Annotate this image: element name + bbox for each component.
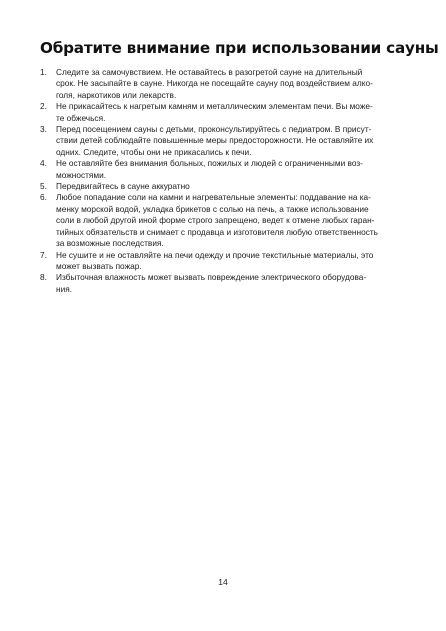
text-line: можностями. [56, 169, 107, 180]
text-line: может вызвать пожар. [56, 260, 142, 271]
list-item [40, 101, 413, 124]
list-item [40, 192, 413, 249]
list-item [40, 124, 413, 158]
item-text [56, 272, 413, 295]
text-line: Избыточная влажность может вызвать повреждение электрического оборудова- [56, 272, 367, 283]
item-number: 1. [40, 67, 47, 77]
list-item [40, 250, 413, 273]
text-line: Не оставляйте без внимания больных, пожилых и людей с ограниченными воз- [56, 158, 363, 169]
text-line: Перед посещением сауны с детьми, проконсультируйтесь с педиатром. В присут- [56, 124, 372, 135]
item-number: 3. [40, 124, 47, 135]
list-item [40, 158, 413, 181]
item-number: 7. [40, 249, 47, 260]
text-line: Не прикасайтесь к нагретым камням и металлическим элементам печи. Вы може- [56, 101, 373, 112]
text-line: срок. Не засыпайте в сауне. Никогда не посещайте сауну под воздействием алко- [56, 78, 373, 89]
item-text [56, 124, 413, 158]
list-item [40, 67, 413, 101]
text-line: Любое попадание соли на камни и нагревательные элементы: поддавание на ка- [56, 192, 371, 203]
text-line: те обжечься. [56, 112, 106, 123]
text-line: менку морской водой, укладка брикетов с солью на печь, а также использование [56, 203, 369, 214]
item-number: 8. [40, 272, 47, 283]
text-line: соли в любой другой иной форме строго запрещено, ведет к отмене любых гаран- [56, 215, 375, 226]
text-line: за возможные последствия. [56, 238, 164, 249]
item-text [56, 181, 413, 192]
item-number: 5. [40, 181, 47, 192]
item-text [56, 158, 413, 181]
item-text [56, 192, 413, 249]
list-item [40, 272, 413, 295]
item-text [56, 250, 413, 273]
safety-rules-list [40, 67, 413, 295]
item-text [56, 101, 413, 124]
page-heading: Обратите внимание при использовании сауны [40, 39, 439, 57]
text-line: тийных обязательств и снимает с продавца и изготовителя любую ответственность [56, 226, 378, 237]
item-number: 2. [40, 101, 47, 112]
item-text [56, 67, 413, 101]
item-number: 4. [40, 158, 47, 169]
text-line: Не сушите и не оставляйте на печи одежду и прочие текстильные материалы, это [56, 249, 374, 260]
page-number: 14 [218, 577, 228, 587]
text-line: ния. [56, 283, 73, 294]
text-line: голя, наркотиков или лекарств. [56, 89, 177, 100]
text-line: Следите за самочувствием. Не оставайтесь в разогретой сауне на длительный [56, 67, 363, 77]
text-line: Передвигайтесь в сауне аккуратно [56, 181, 190, 192]
item-number: 6. [40, 192, 47, 203]
list-item [40, 181, 413, 192]
text-line: ствии детей соблюдайте повышенные меры предосторожности. Не оставляйте их [56, 135, 374, 146]
text-line: одних. Следите, чтобы они не прикасались к печи. [56, 146, 252, 157]
